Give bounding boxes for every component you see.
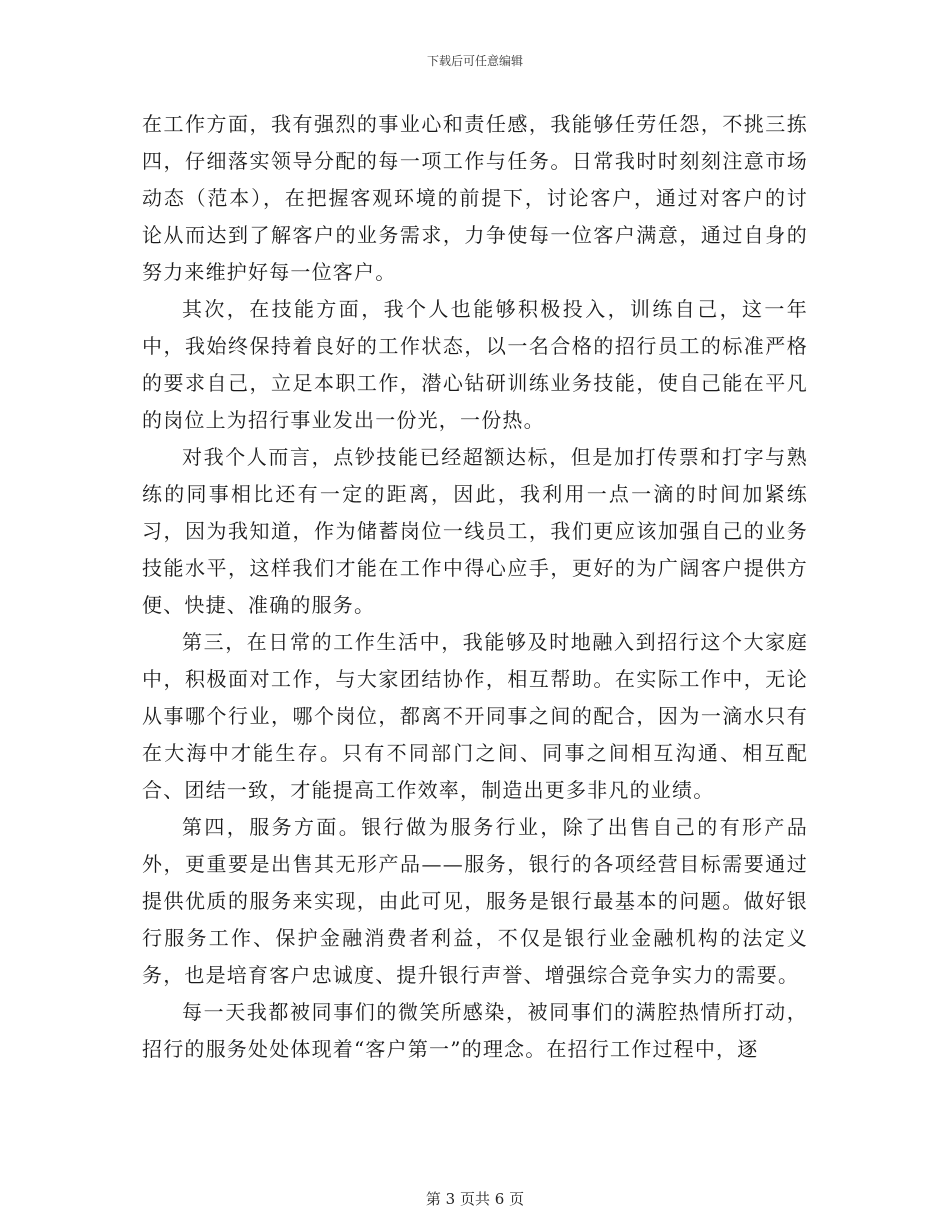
paragraph-daily-inspiration: 每一天我都被同事们的微笑所感染，被同事们的满腔热情所打动，招行的服务处处体现着“客户第一”的理念。在招行工作过程中，逐 <box>142 1000 808 1061</box>
paragraph-teamwork: 第三，在日常的工作生活中，我能够及时地融入到招行这个大家庭中，积极面对工作，与大家团结协作，相互帮助。在实际工作中，无论从事哪个行业，哪个岗位，都离不开同事之间的配合，因为一滴水只有在大海中才能生存。只有不同部门之间、同事之间相互沟通、相互配合、团结一致，才能提高工作效率，制造出更多非凡的业绩。 <box>142 630 808 802</box>
paragraph-work-attitude: 在工作方面，我有强烈的事业心和责任感，我能够任劳任怨，不挑三拣四，仔细落实领导分配的每一项工作与任务。日常我时时刻刻注意市场动态（范本），在把握客观环境的前提下，讨论客户，通过对客户的讨论从而达到了解客户的业务需求，力争使每一位客户满意，通过自身的努力来维护好每一位客户。 <box>142 112 808 284</box>
page-number-footer: 第 3 页共 6 页 <box>425 1190 525 1208</box>
page-header-note: 下载后可任意编辑 <box>426 54 523 68</box>
paragraph-service: 第四，服务方面。银行做为服务行业，除了出售自己的有形产品外，更重要是出售其无形产品——服务，银行的各项经营目标需要通过提供优质的服务来实现，由此可见，服务是银行最基本的问题。做好银行服务工作、保护金融消费者利益，不仅是银行业金融机构的法定义务，也是培育客户忠诚度、提升银行声誉、增强综合竞争实力的需要。 <box>142 815 808 987</box>
paragraph-skills: 其次，在技能方面，我个人也能够积极投入，训练自己，这一年中，我始终保持着良好的工作状态，以一名合格的招行员工的标准严格的要求自己，立足本职工作，潜心钻研训练业务技能，使自己能在平凡的岗位上为招行事业发出一份光，一份热。 <box>142 297 808 432</box>
document-body <box>142 106 808 1068</box>
paragraph-personal-skills: 对我个人而言，点钞技能已经超额达标，但是加打传票和打字与熟练的同事相比还有一定的距离，因此，我利用一点一滴的时间加紧练习，因为我知道，作为储蓄岗位一线员工，我们更应该加强自己的业务技能水平，这样我们才能在工作中得心应手，更好的为广阔客户提供方便、快捷、准确的服务。 <box>142 445 808 617</box>
